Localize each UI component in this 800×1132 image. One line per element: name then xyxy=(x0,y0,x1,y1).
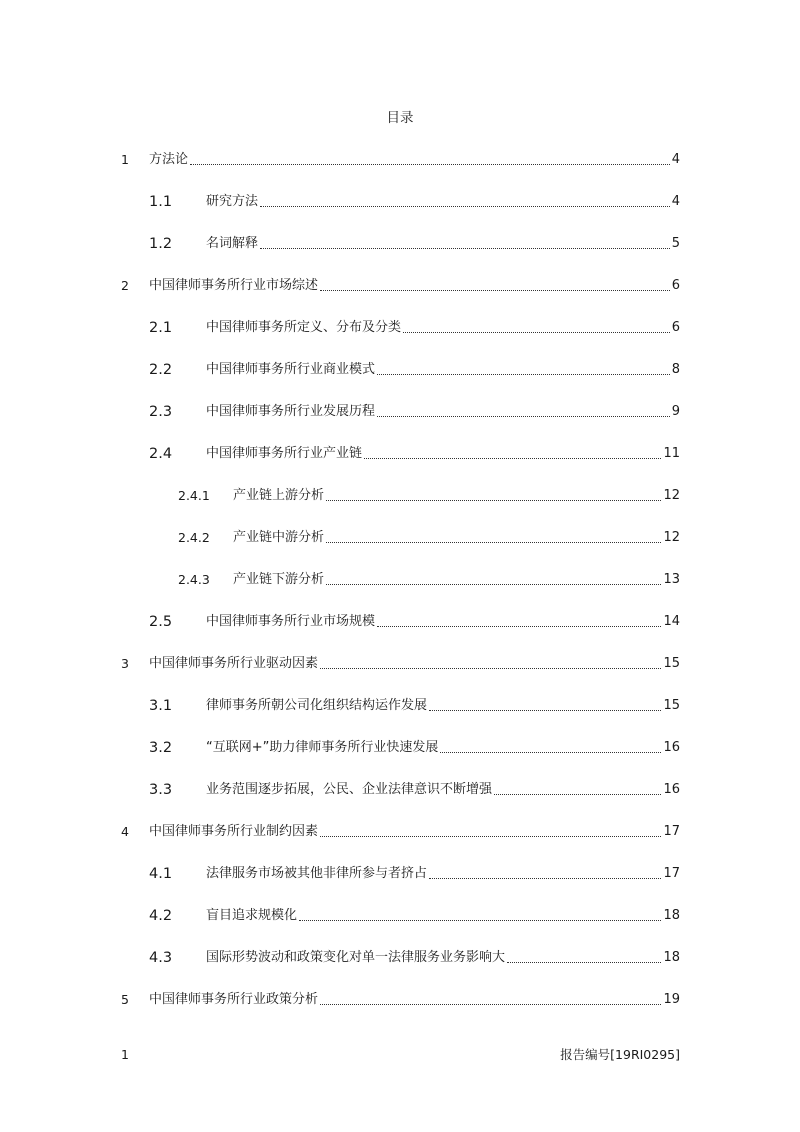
toc-dot-leader xyxy=(320,290,670,291)
toc-entry-body xyxy=(206,360,680,380)
toc-entry-body xyxy=(206,696,680,716)
toc-entry-title: 产业链上游分析 xyxy=(233,488,325,503)
toc-entry-number: 1 xyxy=(121,152,129,167)
footer-report-code: 报告编号[19RI0295] xyxy=(560,1047,680,1062)
toc-entry[interactable] xyxy=(0,444,800,464)
toc-entry-number: 2.4.1 xyxy=(178,488,210,503)
toc-entry-title: 国际形势波动和政策变化对单一法律服务业务影响大 xyxy=(206,950,506,965)
toc-entry-body xyxy=(206,192,680,212)
toc-entry-number: 1.2 xyxy=(149,236,173,252)
toc-entry-title: 名词解释 xyxy=(206,236,259,251)
toc-entry-body xyxy=(233,528,680,548)
toc-dot-leader xyxy=(260,206,670,207)
toc-entry-number: 4.1 xyxy=(149,866,173,882)
toc-dot-leader xyxy=(377,416,670,417)
toc-entry-body xyxy=(206,402,680,422)
toc-entry-body xyxy=(206,318,680,338)
toc-entry[interactable] xyxy=(0,234,800,254)
toc-entry[interactable] xyxy=(0,822,800,842)
toc-entry-page: 9 xyxy=(671,404,680,419)
toc-dot-leader xyxy=(403,332,670,333)
toc-entry-page: 6 xyxy=(671,320,680,335)
toc-entry[interactable] xyxy=(0,150,800,170)
toc-entry-page: 11 xyxy=(663,446,680,461)
toc-entry-number: 2.4.3 xyxy=(178,572,210,587)
toc-entry-title: “互联网+”助力律师事务所行业快速发展 xyxy=(206,740,439,755)
footer-page-number: 1 xyxy=(121,1047,129,1062)
toc-entry-body xyxy=(149,654,680,674)
toc-entry-title: 盲目追求规模化 xyxy=(206,908,298,923)
toc-entry-page: 17 xyxy=(663,824,680,839)
toc-entry-title: 中国律师事务所行业驱动因素 xyxy=(149,656,319,671)
toc-dot-leader xyxy=(190,164,670,165)
toc-entry[interactable] xyxy=(0,738,800,758)
toc-entry-number: 3 xyxy=(121,656,129,671)
toc-entry-title: 中国律师事务所行业市场规模 xyxy=(206,614,376,629)
toc-entry-body xyxy=(206,444,680,464)
toc-entry-body xyxy=(233,570,680,590)
toc-entry-page: 12 xyxy=(663,530,680,545)
toc-dot-leader xyxy=(326,500,661,501)
toc-entry-title: 方法论 xyxy=(149,152,189,167)
toc-entry-page: 16 xyxy=(663,782,680,797)
toc-entry-number: 2.4.2 xyxy=(178,530,210,545)
toc-entry-body xyxy=(206,234,680,254)
toc-dot-leader xyxy=(326,584,661,585)
toc-entry-title: 中国律师事务所行业制约因素 xyxy=(149,824,319,839)
toc-entry[interactable] xyxy=(0,360,800,380)
toc-entry-number: 2.1 xyxy=(149,320,173,336)
toc-entry-body xyxy=(206,612,680,632)
toc-entry-number: 5 xyxy=(121,992,129,1007)
toc-entry-number: 4.2 xyxy=(149,908,173,924)
toc-entry-body xyxy=(149,822,680,842)
toc-entry-body xyxy=(149,150,680,170)
toc-dot-leader xyxy=(320,668,661,669)
toc-entry-page: 18 xyxy=(663,908,680,923)
toc-entry-title: 研究方法 xyxy=(206,194,259,209)
toc-entry-body xyxy=(206,948,680,968)
toc-entry-body xyxy=(206,906,680,926)
toc-entry[interactable] xyxy=(0,192,800,212)
toc-entry-page: 16 xyxy=(663,740,680,755)
toc-entry[interactable] xyxy=(0,654,800,674)
toc-entry-title: 中国律师事务所行业政策分析 xyxy=(149,992,319,1007)
toc-entry-number: 3.3 xyxy=(149,782,173,798)
toc-dot-leader xyxy=(429,878,661,879)
toc-entry-title: 产业链中游分析 xyxy=(233,530,325,545)
toc-entry-title: 中国律师事务所行业发展历程 xyxy=(206,404,376,419)
toc-entry-page: 12 xyxy=(663,488,680,503)
toc-entry-title: 产业链下游分析 xyxy=(233,572,325,587)
toc-entry-title: 中国律师事务所行业市场综述 xyxy=(149,278,319,293)
toc-entry-number: 2.3 xyxy=(149,404,173,420)
toc-entry-number: 4 xyxy=(121,824,129,839)
toc-entry-page: 19 xyxy=(663,992,680,1007)
toc-entry-title: 中国律师事务所行业商业模式 xyxy=(206,362,376,377)
toc-entry-title: 法律服务市场被其他非律所参与者挤占 xyxy=(206,866,428,881)
toc-dot-leader xyxy=(320,836,661,837)
toc-entry-number: 2.5 xyxy=(149,614,173,630)
toc-entry-page: 5 xyxy=(671,236,680,251)
toc-entry-page: 17 xyxy=(663,866,680,881)
toc-entry-body xyxy=(206,738,680,758)
toc-entry[interactable] xyxy=(0,276,800,296)
toc-entry-page: 15 xyxy=(663,698,680,713)
toc-entry-page: 18 xyxy=(663,950,680,965)
toc-entry-body xyxy=(206,864,680,884)
toc-entry-title: 业务范围逐步拓展，公民、企业法律意识不断增强 xyxy=(206,782,493,797)
toc-dot-leader xyxy=(440,752,661,753)
toc-entry-title: 律师事务所朝公司化组织结构运作发展 xyxy=(206,698,428,713)
toc-entry-page: 13 xyxy=(663,572,680,587)
toc-dot-leader xyxy=(320,1004,661,1005)
toc-entry-number: 2 xyxy=(121,278,129,293)
toc-entry[interactable] xyxy=(0,906,800,926)
toc-dot-leader xyxy=(364,458,661,459)
toc-entry-title: 中国律师事务所定义、分布及分类 xyxy=(206,320,402,335)
toc-dot-leader xyxy=(429,710,661,711)
toc-entry-body xyxy=(206,780,680,800)
toc-entry[interactable] xyxy=(0,528,800,548)
toc-entry[interactable] xyxy=(0,612,800,632)
toc-dot-leader xyxy=(494,794,661,795)
toc-dot-leader xyxy=(377,374,670,375)
toc-entry-page: 14 xyxy=(663,614,680,629)
toc-entry-body xyxy=(233,486,680,506)
toc-entry[interactable] xyxy=(0,864,800,884)
toc-entry[interactable] xyxy=(0,780,800,800)
toc-entry[interactable] xyxy=(0,318,800,338)
toc-dot-leader xyxy=(377,626,661,627)
toc-dot-leader xyxy=(326,542,661,543)
toc-entry[interactable] xyxy=(0,486,800,506)
toc-entry-number: 2.2 xyxy=(149,362,173,378)
toc-entry-number: 1.1 xyxy=(149,194,173,210)
toc-entry-page: 15 xyxy=(663,656,680,671)
toc-entry-page: 8 xyxy=(671,362,680,377)
toc-entry[interactable] xyxy=(0,570,800,590)
toc-entry-page: 6 xyxy=(671,278,680,293)
toc-entry-title: 中国律师事务所行业产业链 xyxy=(206,446,363,461)
toc-entry-number: 3.2 xyxy=(149,740,173,756)
toc-entry[interactable] xyxy=(0,402,800,422)
toc-entry-body xyxy=(149,990,680,1010)
toc-entry-number: 2.4 xyxy=(149,446,173,462)
toc-entry[interactable] xyxy=(0,990,800,1010)
toc-entry[interactable] xyxy=(0,948,800,968)
toc-entry-page: 4 xyxy=(671,152,680,167)
toc-entry-body xyxy=(149,276,680,296)
toc-entry[interactable] xyxy=(0,696,800,716)
toc-dot-leader xyxy=(507,962,661,963)
toc-dot-leader xyxy=(260,248,670,249)
toc-dot-leader xyxy=(299,920,661,921)
toc-entry-number: 4.3 xyxy=(149,950,173,966)
toc-entry-page: 4 xyxy=(671,194,680,209)
toc-title: 目录 xyxy=(386,110,414,126)
toc-entry-number: 3.1 xyxy=(149,698,173,714)
